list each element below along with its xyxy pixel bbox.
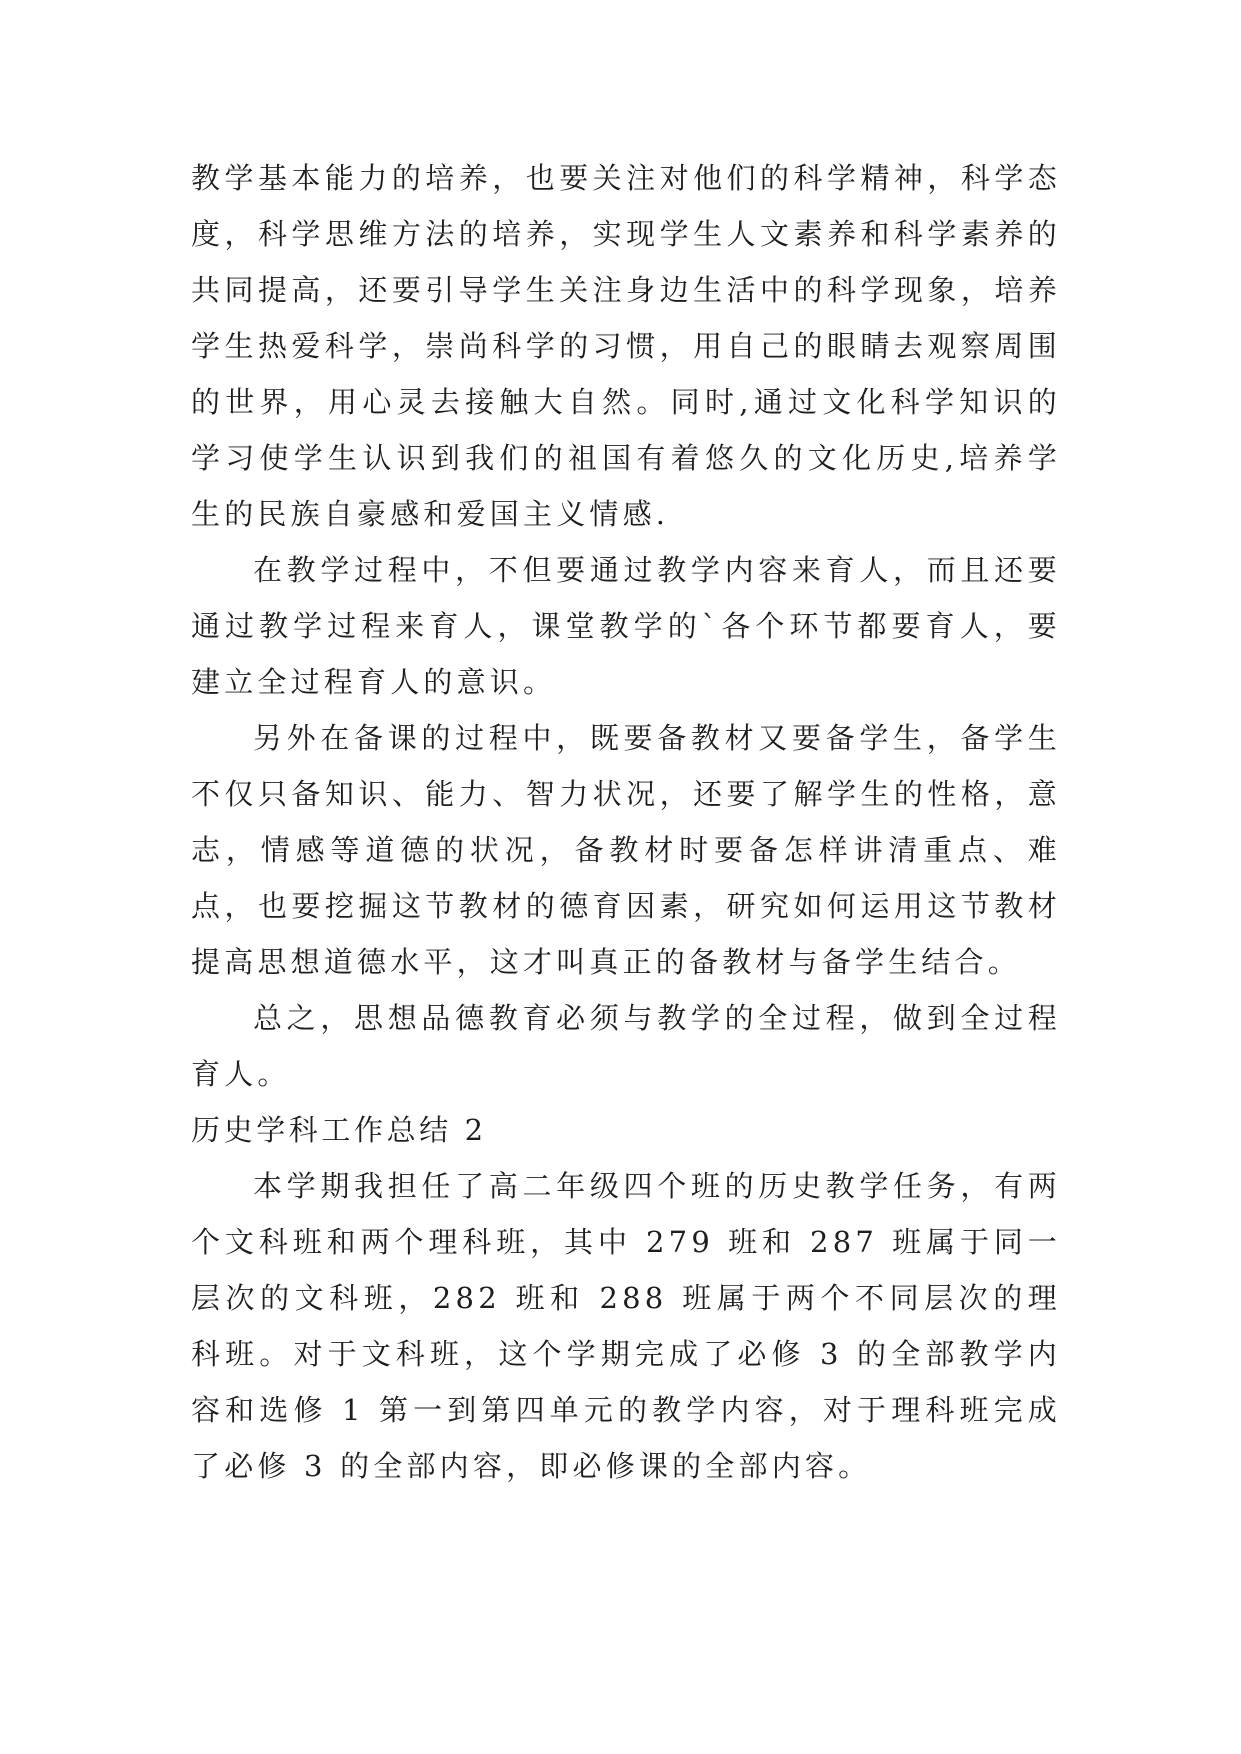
paragraph-summary: 总之，思想品德教育必须与教学的全过程，做到全过程育人。 [191, 1001, 1061, 1091]
paragraph-continued: 教学基本能力的培养，也要关注对他们的科学精神，科学态度，科学思维方法的培养，实现学生人文素养和科学素养的共同提高，还要引导学生关注身边生活中的科学现象，培养学生热爱科学，崇尚科学的习惯，用自己的眼睛去观察周围的世界，用心灵去接触大自然。同时,通过文化科学知识的学习使学生认识到我们的祖国有着悠久的文化历史,培养学生的民族自豪感和爱国主义情感. [191, 161, 1061, 531]
paragraph-semester-overview: 本学期我担任了高二年级四个班的历史教学任务，有两个文科班和两个理科班，其中 279 班和 287 班属于同一层次的文科班，282 班和 288 班属于两个不同层次的理科班。对于文科班，这个学期完成了必修 3 的全部教学内容和选修 1 第一到第四单元的教学内容，对于理科班完成了必修 3 的全部内容，即必修课的全部内容。 [191, 1169, 1061, 1483]
section-heading: 历史学科工作总结 2 [191, 1113, 487, 1147]
paragraph-lesson-preparation: 另外在备课的过程中，既要备教材又要备学生，备学生不仅只备知识、能力、智力状况，还要了解学生的性格，意志，情感等道德的状况，备教材时要备怎样讲清重点、难点，也要挖掘这节教材的德育因素，研究如何运用这节教材提高思想道德水平，这才叫真正的备教材与备学生结合。 [191, 721, 1061, 979]
paragraph-teaching-process: 在教学过程中，不但要通过教学内容来育人，而且还要通过教学过程来育人，课堂教学的`各个环节都要育人，要建立全过程育人的意识。 [191, 553, 1061, 699]
document-body [191, 150, 1061, 1494]
